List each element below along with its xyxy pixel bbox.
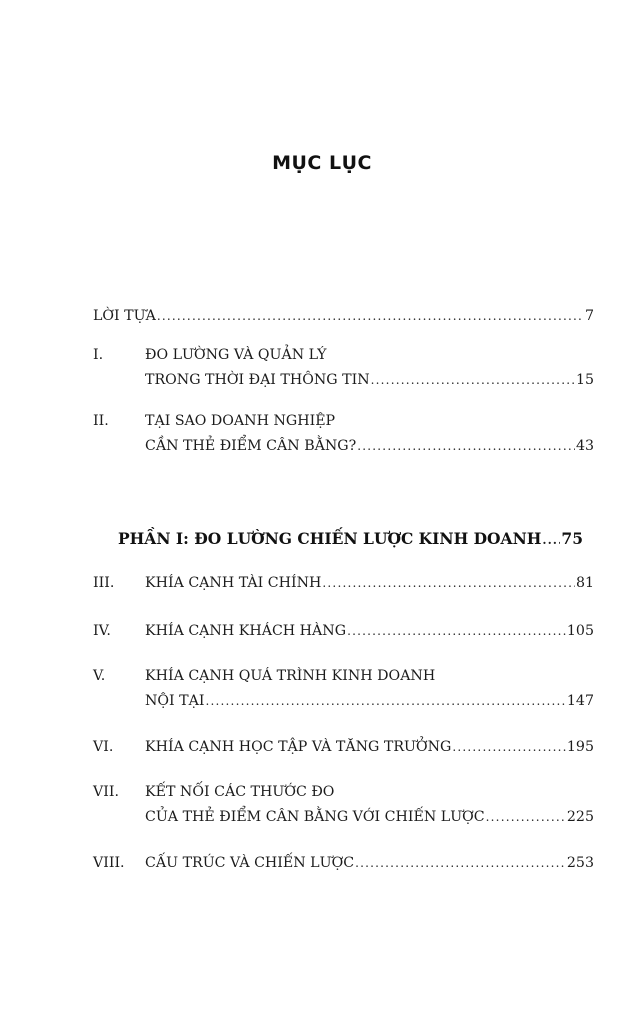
dot-leader xyxy=(357,434,575,459)
entry-title: KHÍA CẠNH KHÁCH HÀNG xyxy=(145,623,347,639)
toc-entry-chapter-8[interactable] xyxy=(93,851,594,876)
entry-title-line1: TẠI SAO DOANH NGHIỆP xyxy=(145,413,336,429)
page-number: 7 xyxy=(584,308,594,324)
chapter-numeral: II. xyxy=(93,413,109,429)
toc-entry-chapter-2[interactable] xyxy=(93,409,594,459)
dot-leader xyxy=(157,304,584,329)
page-title: MỤC LỤC xyxy=(272,152,372,174)
dot-leader xyxy=(452,735,566,760)
entry-title-line2: NỘI TẠI xyxy=(145,693,205,709)
toc-entry-chapter-1[interactable] xyxy=(93,343,594,393)
entry-title-line1: KẾT NỐI CÁC THƯỚC ĐO xyxy=(145,784,335,800)
page-number: 105 xyxy=(566,623,594,639)
dot-leader xyxy=(205,689,565,714)
dot-leader xyxy=(347,619,566,644)
entry-title: CẤU TRÚC VÀ CHIẾN LƯỢC xyxy=(145,855,355,871)
chapter-numeral: V. xyxy=(93,668,106,684)
chapter-numeral: VII. xyxy=(93,784,119,800)
entry-title-line2: CỦA THẺ ĐIỂM CÂN BẰNG VỚI CHIẾN LƯỢC xyxy=(145,809,485,825)
page-number: 15 xyxy=(575,372,594,388)
toc-entry-chapter-6[interactable] xyxy=(93,735,594,760)
toc-entry-chapter-5[interactable] xyxy=(93,664,594,714)
toc-entry-chapter-3[interactable] xyxy=(93,571,594,596)
entry-title-line1: KHÍA CẠNH QUÁ TRÌNH KINH DOANH xyxy=(145,668,436,684)
toc-entry-chapter-7[interactable] xyxy=(93,780,594,830)
dot-leader xyxy=(322,571,575,596)
chapter-numeral: VI. xyxy=(93,739,114,755)
chapter-numeral: VIII. xyxy=(93,855,125,871)
page-number: 225 xyxy=(566,809,594,825)
toc-entry-preface[interactable] xyxy=(93,304,594,329)
page-number: 195 xyxy=(566,739,594,755)
dot-leader xyxy=(355,851,566,876)
dot-leader xyxy=(371,368,575,393)
page-number: 75 xyxy=(561,529,583,548)
toc-part-1[interactable] xyxy=(118,526,594,553)
entry-title-line2: CẦN THẺ ĐIỂM CÂN BẰNG? xyxy=(145,438,357,454)
chapter-numeral: I. xyxy=(93,347,104,363)
entry-title: LỜI TỰA xyxy=(93,308,156,324)
page-number: 81 xyxy=(575,575,594,591)
page-number: 253 xyxy=(566,855,594,871)
part-title: PHẦN I: ĐO LƯỜNG CHIẾN LƯỢC KINH DOANH xyxy=(118,529,542,548)
dot-leader xyxy=(486,805,566,830)
entry-title: KHÍA CẠNH HỌC TẬP VÀ TĂNG TRƯỞNG xyxy=(145,739,452,755)
dot-leader xyxy=(542,528,560,553)
page-number: 147 xyxy=(566,693,594,709)
chapter-numeral: IV. xyxy=(93,623,111,639)
entry-title: KHÍA CẠNH TÀI CHÍNH xyxy=(145,575,322,591)
page-number: 43 xyxy=(575,438,594,454)
chapter-numeral: III. xyxy=(93,575,115,591)
entry-title-line2: TRONG THỜI ĐẠI THÔNG TIN xyxy=(145,372,370,388)
toc-entry-chapter-4[interactable] xyxy=(93,619,594,644)
entry-title-line1: ĐO LƯỜNG VÀ QUẢN LÝ xyxy=(145,347,327,363)
